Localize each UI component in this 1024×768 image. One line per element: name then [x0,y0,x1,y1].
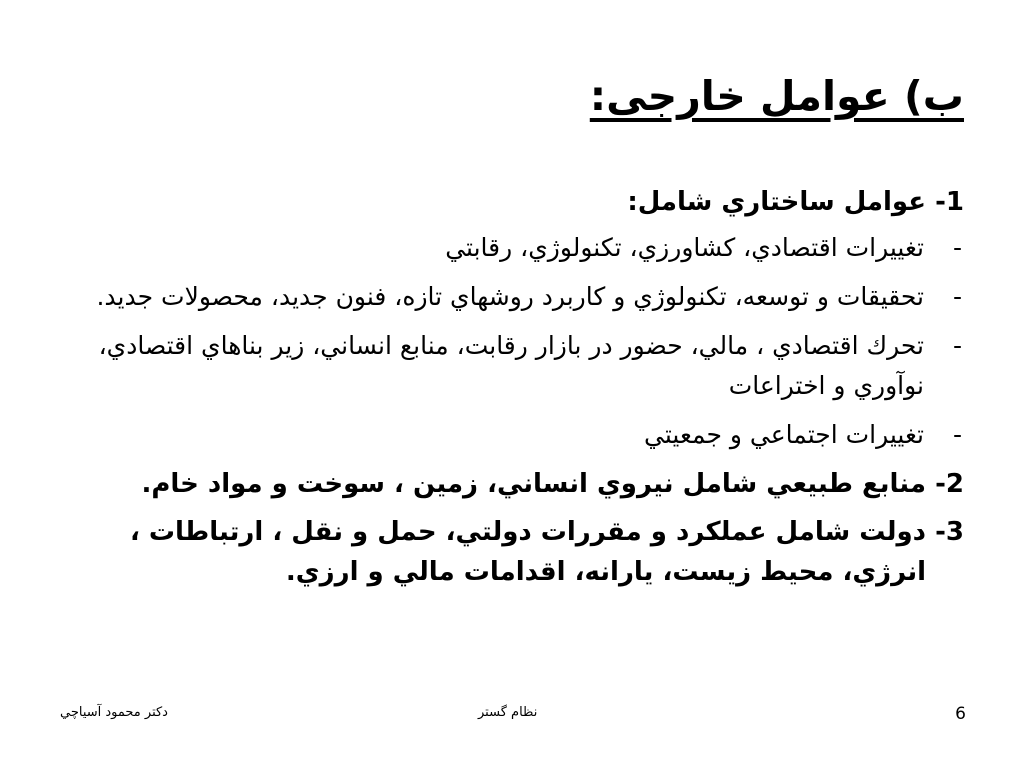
footer-author: دكتر محمود آسياچي [60,705,168,720]
bullet-text: تغييرات اقتصادي، كشاورزي، تكنولوژي، رقابتي [445,233,924,262]
heading-government [59,512,964,592]
bullet-text: تغييرات اجتماعي و جمعيتي [644,420,924,449]
heading-structural-factors [59,182,964,222]
heading-number: 1- [935,187,964,217]
bullet-text: تحقيقات و توسعه، تكنولوژي و كاربرد روشهاي تازه، فنون جديد، محصولات جديد. [96,282,924,311]
bullet-item [59,326,964,406]
bullet-item [59,277,964,317]
heading-natural-resources [59,464,964,504]
heading-text: عوامل ساختاري شامل: [627,187,926,217]
heading-text: دولت شامل عملكرد و مقررات دولتي، حمل و نقل ، ارتباطات ، انرژي، محيط زيست، يارانه، اقدامات مالي و ارزي. [129,517,926,587]
heading-number: 3- [935,517,964,547]
footer-topic: نظام گستر [478,705,538,720]
bullet-item [59,415,964,455]
heading-text: منابع طبيعي شامل نيروي انساني، زمين ، سوخت و مواد خام. [141,469,926,499]
bullet-item [59,228,964,268]
bullet-marker: - [952,420,962,449]
bullet-text: تحرك اقتصادي ، مالي، حضور در بازار رقابت، منابع انساني، زير بناهاي اقتصادي، نوآوري و اختراعات [98,331,924,400]
bullet-marker: - [952,331,962,360]
heading-number: 2- [935,469,964,499]
page-number: 6 [955,704,966,724]
bullet-marker: - [952,282,962,311]
slide-title: ب) عوامل خارجی: [589,72,964,120]
slide-content [59,182,964,592]
bullet-marker: - [952,233,962,262]
